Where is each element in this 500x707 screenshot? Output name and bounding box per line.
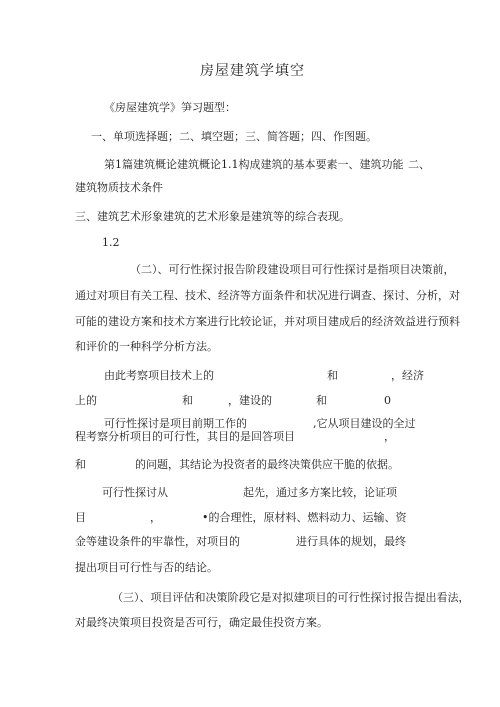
paragraph-3-line-4: 和评价的一种科学分析方法。 [75,340,218,353]
fill-blank-5b: 的问题，其结论为投资者的最终决策供应干脆的依据。 [135,458,399,471]
fill-blank-6b: 起先，通过多方案比较，论证项 [243,486,397,499]
fill-blank-2b: 和 [182,394,193,407]
fill-blank-2c: ，建设的 [228,394,272,407]
fill-blank-1a: 由此考察项目技术上的 [104,369,214,382]
fill-blank-4a: 程考察分析项目的可行性，其目的是回答项目 [75,430,295,443]
fill-blank-3a: 可行性探讨是项目前期工作的 [104,417,247,430]
paragraph-7-line-2: 对最终决策项目投资是否可行，确定最佳投资方案。 [75,616,328,629]
fill-blank-1c: ，经济 [391,369,424,382]
fill-blank-2a: 上的 [75,394,97,407]
fill-blank-7a: 目 [75,511,86,524]
fill-blank-5a: 和 [75,458,86,471]
paragraph-2: 三、建筑艺术形象建筑的艺术形象是建筑等的综合表现。 [75,210,350,223]
fill-blank-1b: 和 [327,369,338,382]
question-types: 一、单项选择题；二、填空题；三、简答题；四、作图题。 [91,130,377,143]
paragraph-7-line-1: （三）、项目评估和决策阶段它是对拟建项目的可行性探讨报告提出看法， [112,591,470,604]
fill-blank-6a: 可行性探讨从 [102,486,168,499]
fill-blank-2e: 0 [384,394,391,407]
fill-blank-9: 提出项目可行性与否的结论。 [75,561,218,574]
subtitle: 《房屋建筑学》笋习题型： [104,101,236,114]
section-number: 1.2 [102,236,120,249]
page-title: 房屋建筑学填空 [200,63,305,79]
fill-blank-8a: 金等建设条件的牢靠性，对项目的 [75,535,240,548]
paragraph-1-line-1-end: 二、 [408,158,430,171]
paragraph-3-line-3: 可能的建设方案和技术方案进行比较论证，并对项目建成后的经济效益进行预料 [75,315,460,328]
fill-blank-4b: ， [384,430,395,443]
paragraph-1-line-2: 建筑物质技术条件 [75,181,163,194]
paragraph-3-line-1: （二）、可行性探讨报告阶段建设项目可行性探讨是指项目决策前， [130,263,455,276]
paragraph-1-line-1: 第1篇建筑概论建筑概论1.1构成建筑的基本要素一、建筑功能 [104,158,404,171]
fill-blank-8b: 进行具体的规划，最终 [296,535,406,548]
fill-blank-7b: ， [150,511,161,524]
fill-blank-2d: 和 [316,394,327,407]
fill-blank-3b: ,它从项目建设的全过 [313,417,416,430]
fill-blank-7c: •的合理性，原材料、燃料动力、运输、资 [202,511,407,524]
paragraph-3-line-2: 通过对项目有关工程、技术、经济等方面条件和状况进行调查、探讨、分析，对 [75,289,460,302]
